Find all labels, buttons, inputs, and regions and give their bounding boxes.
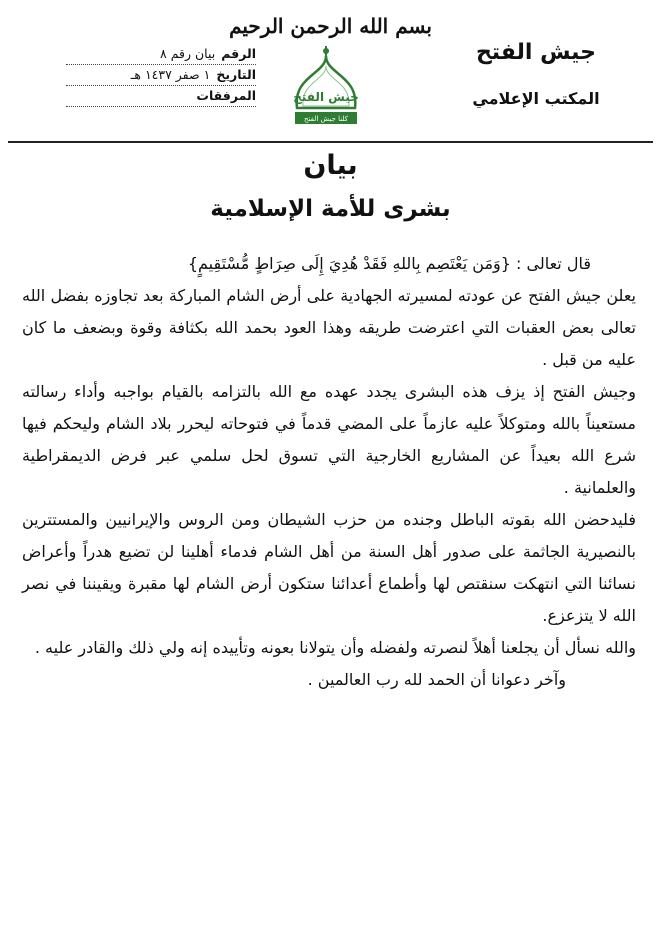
media-office: المكتب الإعلامي: [472, 89, 600, 108]
meta-number-value: بيان رقم ٨: [160, 46, 216, 61]
document-meta: [66, 44, 256, 107]
meta-date: [66, 65, 256, 86]
org-name: جيش الفتح: [475, 40, 597, 65]
paragraph: يعلن جيش الفتح عن عودته لمسيرته الجهادية على أرض الشام المباركة بعد تجاوزه بفضل الله تعالى بعض العقبات التي اعترضت طريقه وهذا العود بحمد الله بكثافة وقوة وبضعف ما كان عليه من قبل .: [22, 286, 636, 369]
page-title: بيان: [303, 150, 358, 181]
meta-date-label: التاريخ: [216, 67, 256, 82]
org-block: [451, 40, 621, 108]
meta-attachments: [66, 86, 256, 107]
paragraph: والله نسأل أن يجلعنا أهلاً لنصرته ولفضله وأن يتولانا بعونه وتأييده إنه ولي ذلك والقادر عليه .: [34, 638, 636, 657]
page-subtitle: بشرى للأمة الإسلامية: [210, 196, 451, 222]
basmala: بسم الله الرحمن الرحيم: [229, 14, 432, 38]
paragraph: فليدحضن الله بقوته الباطل وجنده من حزب الشيطان ومن الروس والإيرانيين والمستترين بالنصيرية الجاثمة على صدور أهل السنة من أهل الشام فدماء أهلينا لن تضيع هدراً وأعراض نسائنا التي انتهكت سنقتص لها وأطماع أعدائنا ستكون أرض الشام لها مقبرة ويقيننا في نصر الله لا يتزعزع.: [22, 510, 636, 625]
paragraph: وآخر دعوانا أن الحمد لله رب العالمين .: [307, 670, 566, 689]
logo-ribbon: كلنا جيش الفتح: [304, 115, 348, 123]
meta-number-label: الرقم: [221, 46, 256, 61]
mosque-dome-logo: [285, 46, 367, 138]
meta-number: [66, 44, 256, 65]
statement-body: [22, 248, 636, 696]
header-divider: [8, 141, 653, 143]
paragraph: وجيش الفتح إذ يزف هذه البشرى يجدد عهده مع الله بالتزامه بالقيام بواجبه وأداء رسالته مستعيناً بالله ومتوكلاً عليه عازماً على المضي قدماً في فتوحاته ليحرر بلاد الشام وليحكم فيها شرع الله بعيداً عن المشاريع الخارجية التي تسوق لحل سلمي عبر فرض الديمقراطية والعلمانية .: [22, 382, 636, 497]
meta-attachments-label: المرفقات: [196, 88, 256, 103]
paragraph: قال تعالى : {وَمَن يَعْتَصِم بِاللهِ فَقَدْ هُدِيَ إِلَى صِرَاطٍ مُّسْتَقِيمٍ}: [187, 254, 591, 273]
logo-text: جيش الفتح: [293, 90, 359, 104]
meta-date-value: ١ صفر ١٤٣٧ هـ: [130, 67, 211, 82]
